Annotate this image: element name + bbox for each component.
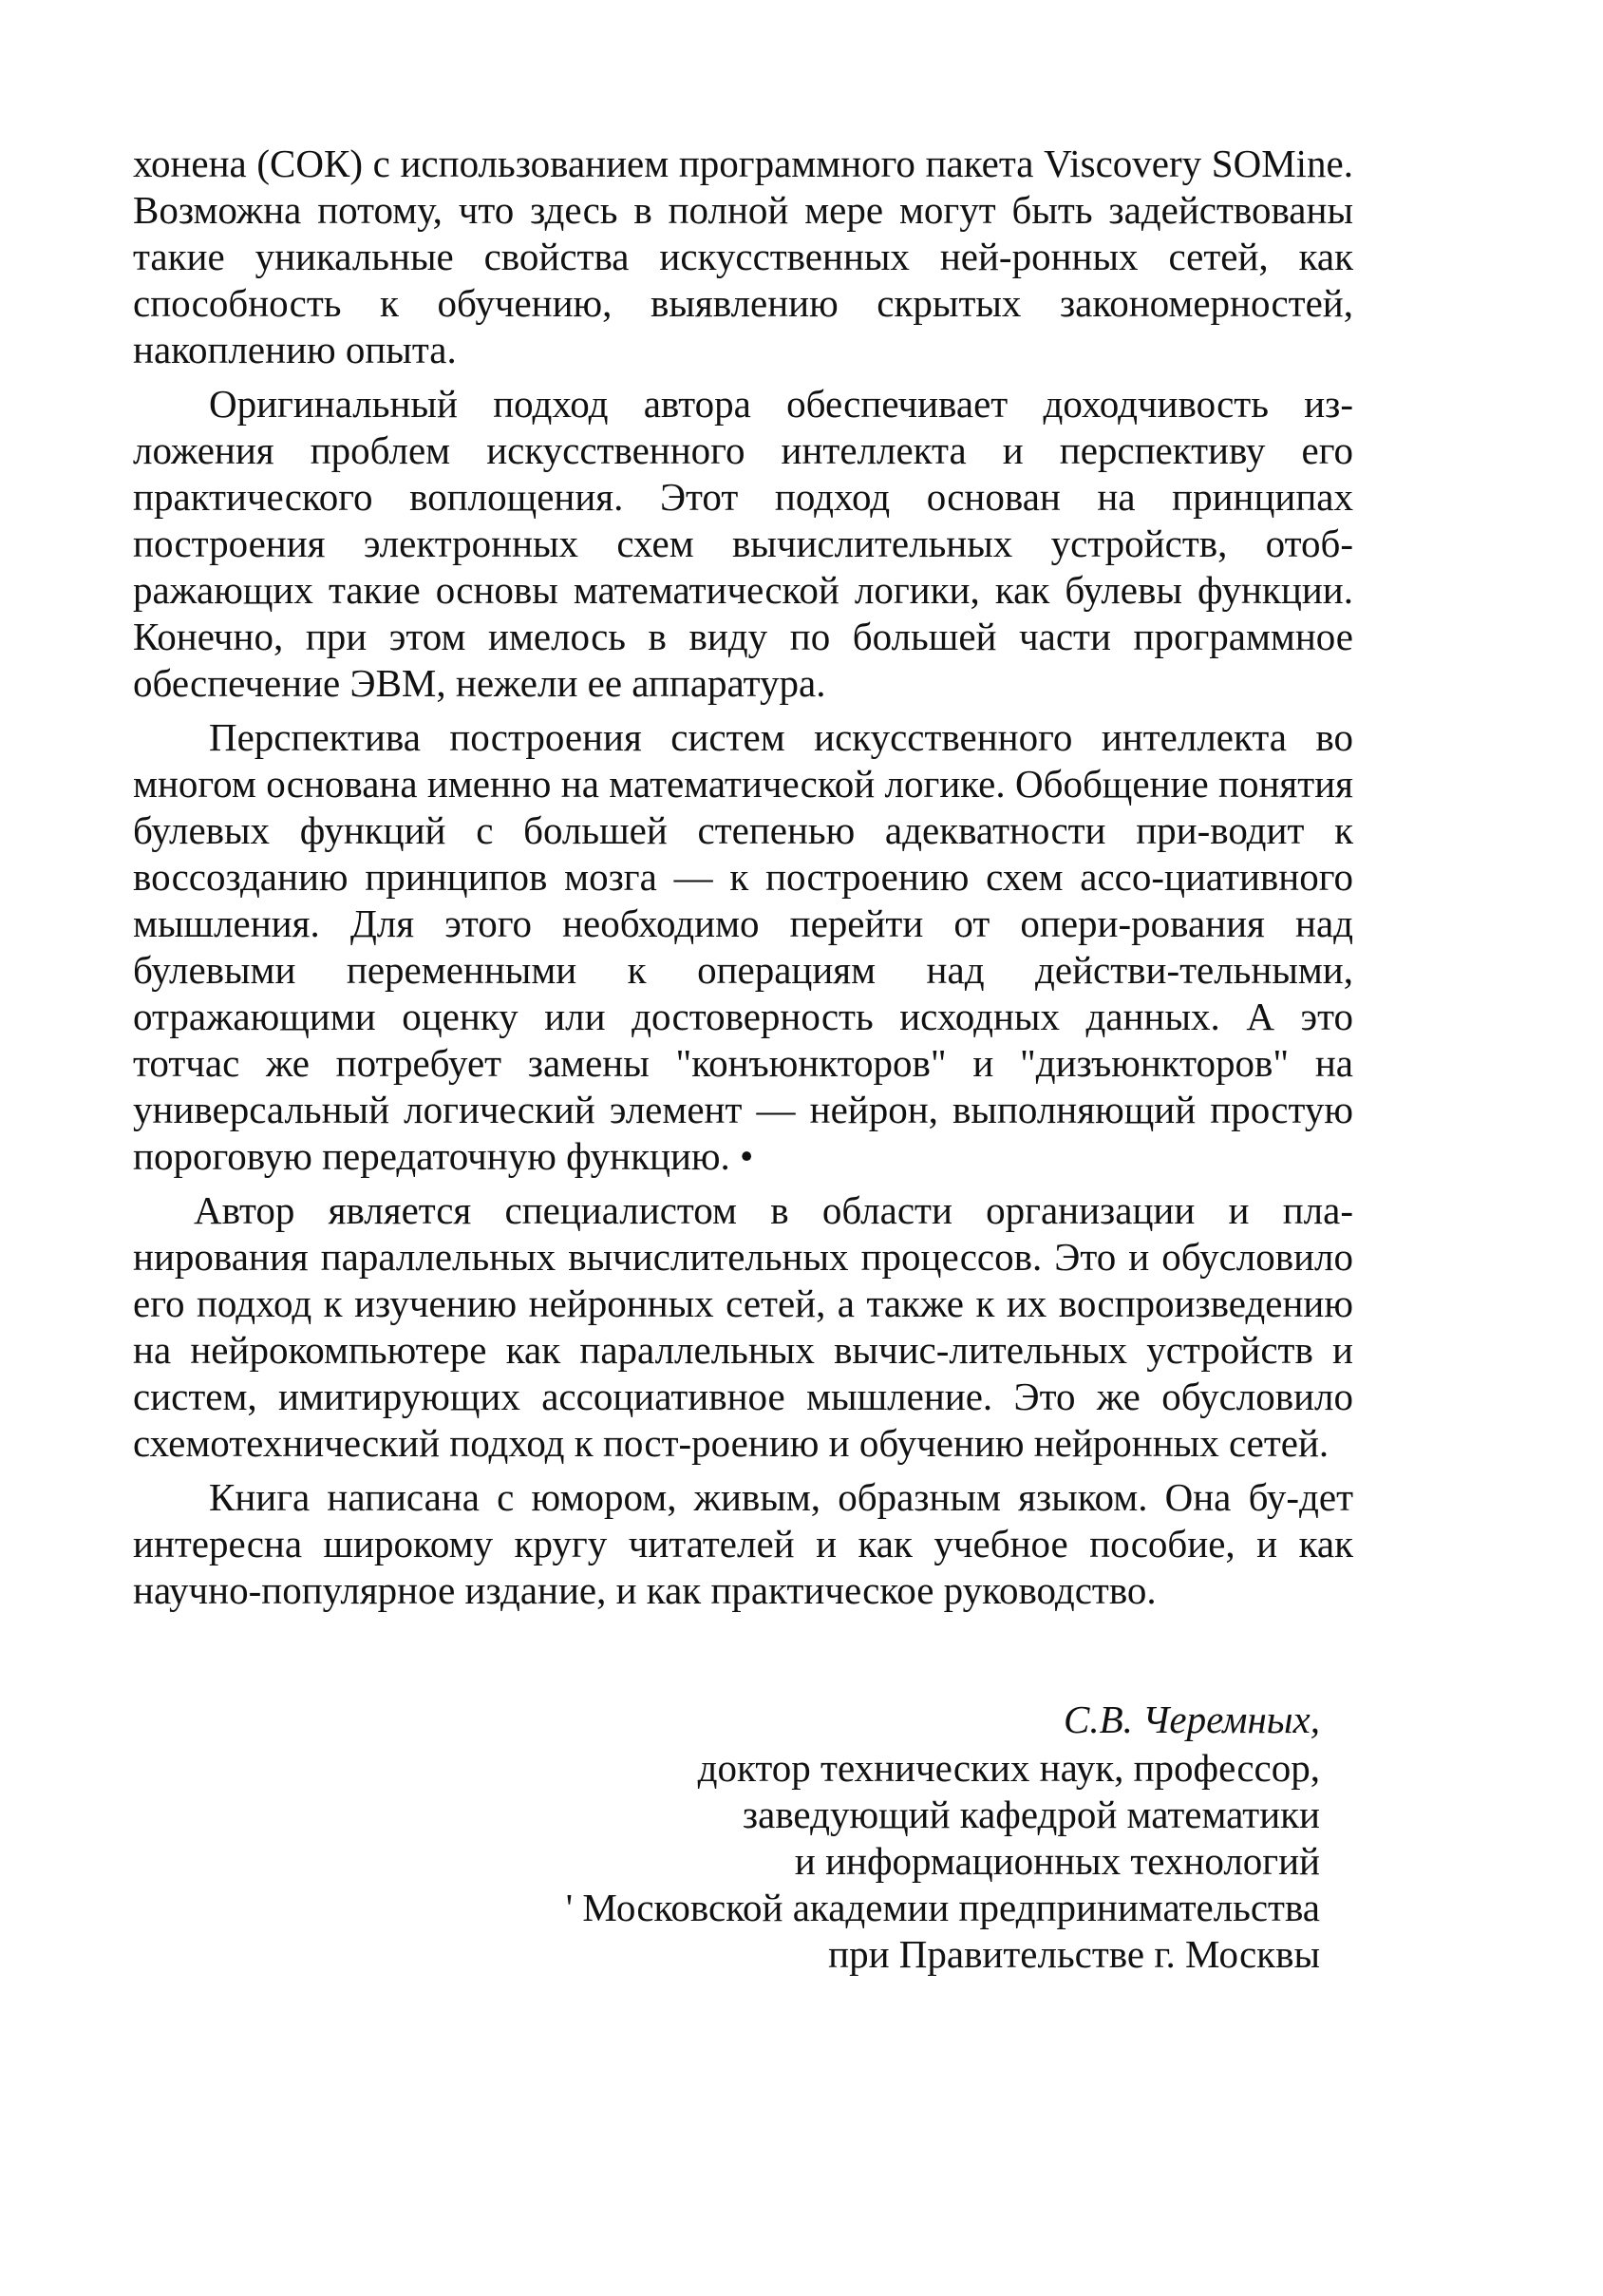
paragraph-3: Перспектива построения систем искусственного интеллекта во многом основана именно на математической логике. Обобщение понятия булевых функций с большей степенью адекватности при-водит к воссозданию принципов мозга — к построению схем ассо-циативного мышления. Для этого необходимо перейти от опери-рования над булевыми переменными к операциям над действи-тельными, отражающими оценку или достоверность исходных данных. А это тотчас же потребует замены "конъюнкторов" и "дизъюнкторов" на универсальный логический элемент — нейрон, выполняющий простую пороговую передаточную функцию. •	[133, 715, 1353, 1178]
author-position: заведующий кафедрой математики	[742, 1793, 1320, 1836]
author-affiliation: при Правительстве г. Москвы	[828, 1932, 1320, 1976]
author-academy: ' Московской академии предпринимательства	[565, 1886, 1320, 1929]
paragraph-4: Автор является специалистом в области организации и пла-нирования параллельных вычислительных процессов. Это и обусловило его подход к изучению нейронных сетей, а также к их воспроизведению на нейрокомпьютере как параллельных вычис-лительных устройств и систем, имитирующих ассоциативное мышление. Это же обусловило схемотехнический подход к пост-роению и обучению нейронных сетей.	[133, 1188, 1353, 1465]
signature-block	[566, 1697, 1320, 1978]
paragraph-2: Оригинальный подход автора обеспечивает доходчивость из-ложения проблем искусственного интеллекта и перспективу его практического воплощения. Этот подход основан на принципах построения электронных схем вычислительных устройств, отоб-ражающих такие основы математической логики, как булевы функции. Конечно, при этом имелось в виду по большей части программное обеспечение ЭВМ, нежели ее аппаратура.	[133, 382, 1353, 705]
paragraph-1: хонена (СОК) с использованием программного пакета Viscovery SOMine. Возможна потому, что здесь в полной мере могут быть задействованы такие уникальные свойства искусственных ней-ронных сетей, как способность к обучению, выявлению скрытых закономерностей, накоплению опыта.	[133, 142, 1353, 371]
author-department: и информационных технологий	[794, 1839, 1320, 1883]
author-name: С.В. Черемных,	[1064, 1698, 1320, 1741]
paragraph-5: Книга написана с юмором, живым, образным языком. Она бу-дет интересна широкому кругу читателей и как учебное пособие, и как научно-популярное издание, и как практическое руководство.	[133, 1475, 1353, 1612]
body-text	[133, 141, 1353, 1614]
author-title: доктор технических наук, профессор,	[697, 1746, 1320, 1790]
